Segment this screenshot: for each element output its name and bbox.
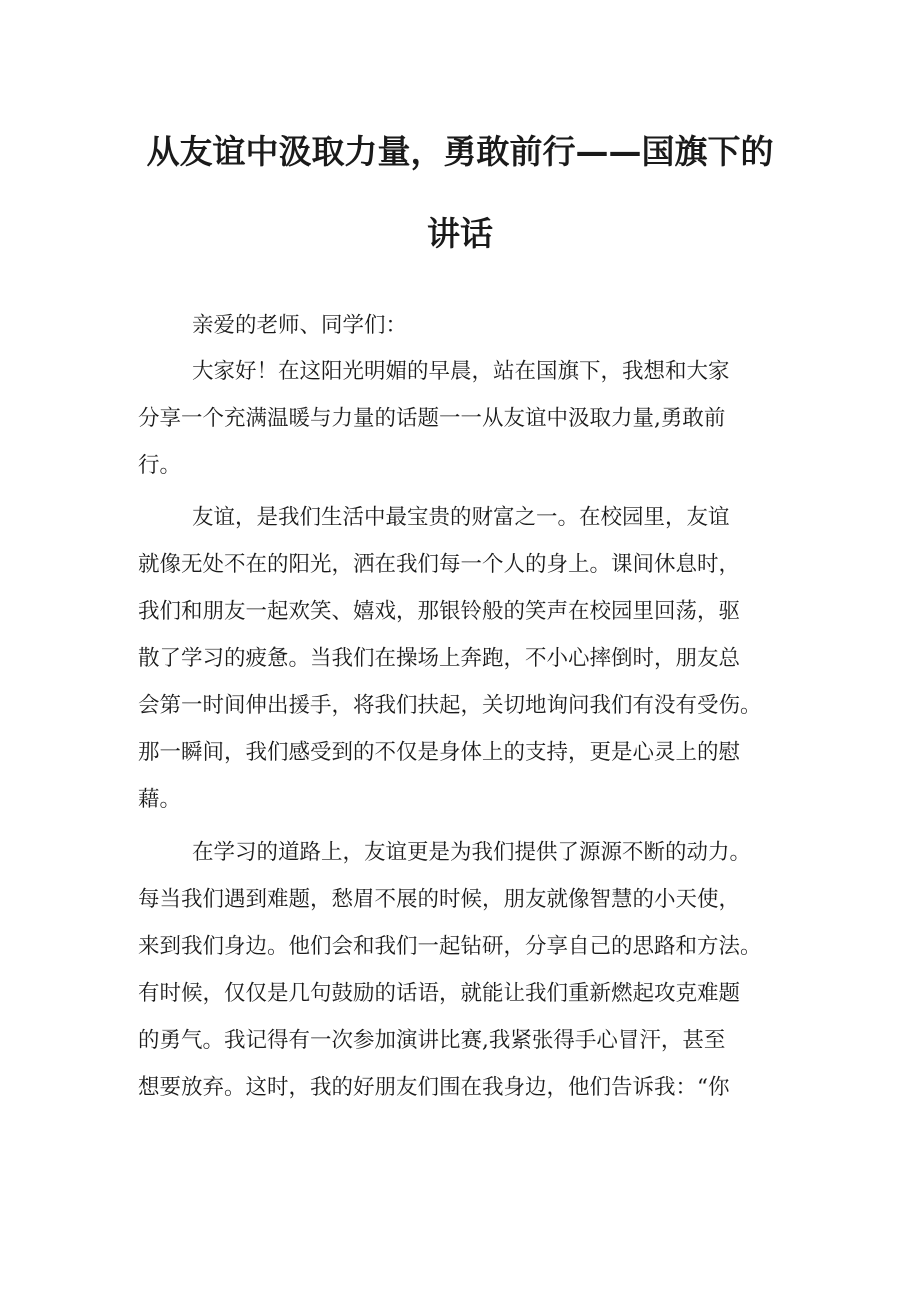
document-title-line-2: 讲话 <box>427 214 493 253</box>
paragraph-line: 每当我们遇到难题，愁眉不展的时候，朋友就像智慧的小天使， <box>138 887 741 912</box>
paragraph-line: 分享一个充满温暖与力量的话题一一从友谊中汲取力量,勇敢前 <box>138 406 726 431</box>
paragraph-line: 藉。 <box>138 787 182 812</box>
paragraph-line: 会第一时间伸出援手，将我们扶起，关切地询问我们有没有受伤。 <box>138 693 762 718</box>
paragraph-line: 在学习的道路上，友谊更是为我们提供了源源不断的动力。 <box>192 840 752 865</box>
document-title-line-1: 从友谊中汲取力量，勇敢前行——国旗下的 <box>146 132 774 171</box>
paragraph-line: 我们和朋友一起欢笑、嬉戏，那银铃般的笑声在校园里回荡，驱 <box>138 599 741 624</box>
paragraph-line: 友谊，是我们生活中最宝贵的财富之一。在校园里，友谊 <box>192 505 730 530</box>
paragraph-line: 散了学习的疲惫。当我们在操场上奔跑，不小心摔倒时，朋友总 <box>138 646 741 671</box>
paragraph-line: 那一瞬间，我们感受到的不仅是身体上的支持，更是心灵上的慰 <box>138 740 741 765</box>
paragraph-line: 想要放弃。这时，我的好朋友们围在我身边，他们告诉我：“你 <box>138 1075 730 1100</box>
paragraph-line: 来到我们身边。他们会和我们一起钻研，分享自己的思路和方法。 <box>138 934 762 959</box>
salutation: 亲爱的老师、同学们： <box>192 313 408 338</box>
paragraph-line: 就像无处不在的阳光，洒在我们每一个人的身上。课间休息时， <box>138 552 741 577</box>
paragraph-line: 有时候，仅仅是几句鼓励的话语，就能让我们重新燃起攻克难题 <box>138 981 741 1006</box>
paragraph-line: 大家好！在这阳光明媚的早晨，站在国旗下，我想和大家 <box>192 359 730 384</box>
paragraph-line: 行。 <box>138 453 182 478</box>
paragraph-line: 的勇气。我记得有一次参加演讲比赛,我紧张得手心冒汗，甚至 <box>138 1028 726 1053</box>
